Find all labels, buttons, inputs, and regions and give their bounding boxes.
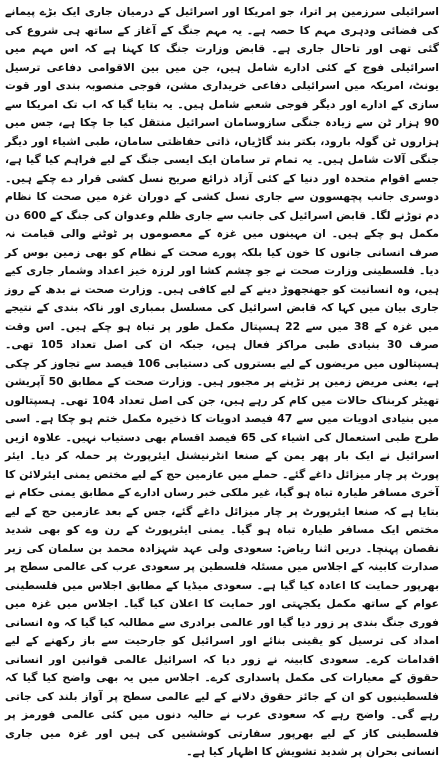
article-body: اسرائیلی سرزمین پر اترا، جو امریکا اور اسرائیل کے درمیان جاری ایک بڑے پیمانے کی فضائی ودہری مہم کا حصہ ہے۔ یہ مہم جنگ کے آغاز کے ساتھ ہی شروع کی گئی تھی اور تاحال جاری ہے۔ قابض وزارت جنگ کا کہنا ہے کہ اس مہم میں اسرائیلی فوج کے کئی ادارے شامل ہیں، جن میں بین الاقوامی دفاعی ترسیل یونٹ، امریکہ میں اسرائیلی دفاعی خریداری مشن، فوجی منصوبہ بندی اور قوت سازی کے ادارے اور دیگر فوجی شعبے شامل ہیں۔ یہ بتایا گیا کہ اب تک امریکا سے 90 ہزار ٹن سے زیادہ جنگی سازوسامان اسرائیل منتقل کیا جا چکا ہے، جس میں ہزاروں ٹن گولہ بارود، بکتر بند گاڑیاں، ذاتی حفاظتی سامان، طبی اشیاء اور دیگر جنگی آلات شامل ہیں۔ یہ تمام تر سامان ایک ایسی جنگ کے لیے فراہم کیا گیا ہے، جسے اقوام متحدہ اور دنیا کے کئی آزاد ذرائع صریح نسل کشی قرار دے چکے ہیں۔ دوسری جانب پچھسوون سے جاری نسل کشی کے دوران غزہ میں صحت کا نظام دم توڑنے لگا۔ قابض اسرائیل کی جانب سے جاری ظلم وعدوان کی جنگ کے 600 دن مکمل ہو چکے ہیں۔ ان مہینوں میں غزہ کے معصوموں پر ٹوٹنے والی قیامت نہ صرف انسانی جانوں کا خون کیا بلکہ پورے صحت کے نظام کو بھی زمین بوس کر دیا۔ فلسطینی وزارت صحت نے جو چشم کشا اور لرزہ خیز اعداد وشمار جاری کیے ہیں، وہ انسانیت کو جھنجھوڑ دینے کے لیے کافی ہیں۔ وزارت صحت نے بدھ کے روز جاری بیان میں کہا کہ قابض اسرائیل کی مسلسل بمباری اور ناکہ بندی کے نتیجے میں غزہ کے 38 میں سے 22 ہسپتال مکمل طور پر تباہ ہو چکے ہیں۔ اس وقت صرف 30 بنیادی طبی مراکز فعال ہیں، جبکہ ان کی اصل تعداد 105 تھی۔ ہسپتالوں میں مریضوں کے لیے بستروں کی دستیابی 106 فیصد سے تجاوز کر چکی ہے، یعنی مریض زمین پر تڑپنے پر مجبور ہیں۔ وزارت صحت کے مطابق 50 آپریشن تھیٹر کربناک حالات میں کام کر رہے ہیں، جن کی اصل تعداد 104 تھی۔ ہسپتالوں میں بنیادی ادویات میں سے 47 فیصد ادویات کا ذخیرہ مکمل ختم ہو چکا ہے۔ اسی طرح طبی استعمال کی اشیاء کی 65 فیصد اقسام بھی دستیاب نہیں۔ علاوہ ازیں اسرائیل نے ایک بار پھر یمن کے صنعا انٹرنیشنل ایئرپورٹ پر حملہ کر دیا۔ ایئر پورٹ پر چار میزائل داغے گئے۔ حملے میں عازمین حج کے لیے مختص یمنی ایئرلائن کا آخری مسافر طیارہ تباہ ہو گیا، غیر ملکی خبر رساں ادارے کے مطابق یمنی حکام نے بتایا ہے کہ صنعا ایئرپورٹ پر چار میزائل داغے گئے، جس کے بعد عازمین حج کے لیے مختص ایک مسافر طیارہ تباہ ہو گیا۔ یمنی ایئرپورٹ کے رن وے کو بھی شدید نقصان پہنچا۔ دریں اثنا ریاض: سعودی ولی عہد شہزادہ محمد بن سلمان کی زیر صدارت کابینہ کے اجلاس میں مسئلہ فلسطین پر سعودی عرب کی عالمی سطح پر بھرپور حمایت کا اعادہ کیا گیا ہے۔ سعودی میڈیا کے مطابق اجلاس میں فلسطینی عوام کے ساتھ مکمل یکجہتی اور حمایت کا اعلان کیا گیا۔ اجلاس میں غزہ میں فوری جنگ بندی پر زور دیا گیا اور عالمی برادری سے مطالبہ کیا گیا کہ وہ انسانی امداد کی ترسیل کو یقینی بنائے اور اسرائیل کو جارحیت سے باز رکھنے کے لیے اقدامات کرے۔ سعودی کابینہ نے زور دیا کہ اسرائیل عالمی قوانین اور انسانی حقوق کے معیارات کی مکمل پاسداری کرے۔ اجلاس میں یہ بھی واضح کیا گیا کہ فلسطینیوں کو ان کے جائز حقوق دلانے کے لیے عالمی سطح پر آواز بلند کی جاتی رہے گی۔ واضح رہے کہ سعودی عرب نے حالیہ دنوں میں کئی عالمی فورمز پر فلسطینی کاز کے لیے بھرپور سفارتی کوششیں کی ہیں اور غزہ میں جاری انسانی بحران پر شدید تشویش کا اظہار کیا ہے۔	[5, 5, 440, 758]
